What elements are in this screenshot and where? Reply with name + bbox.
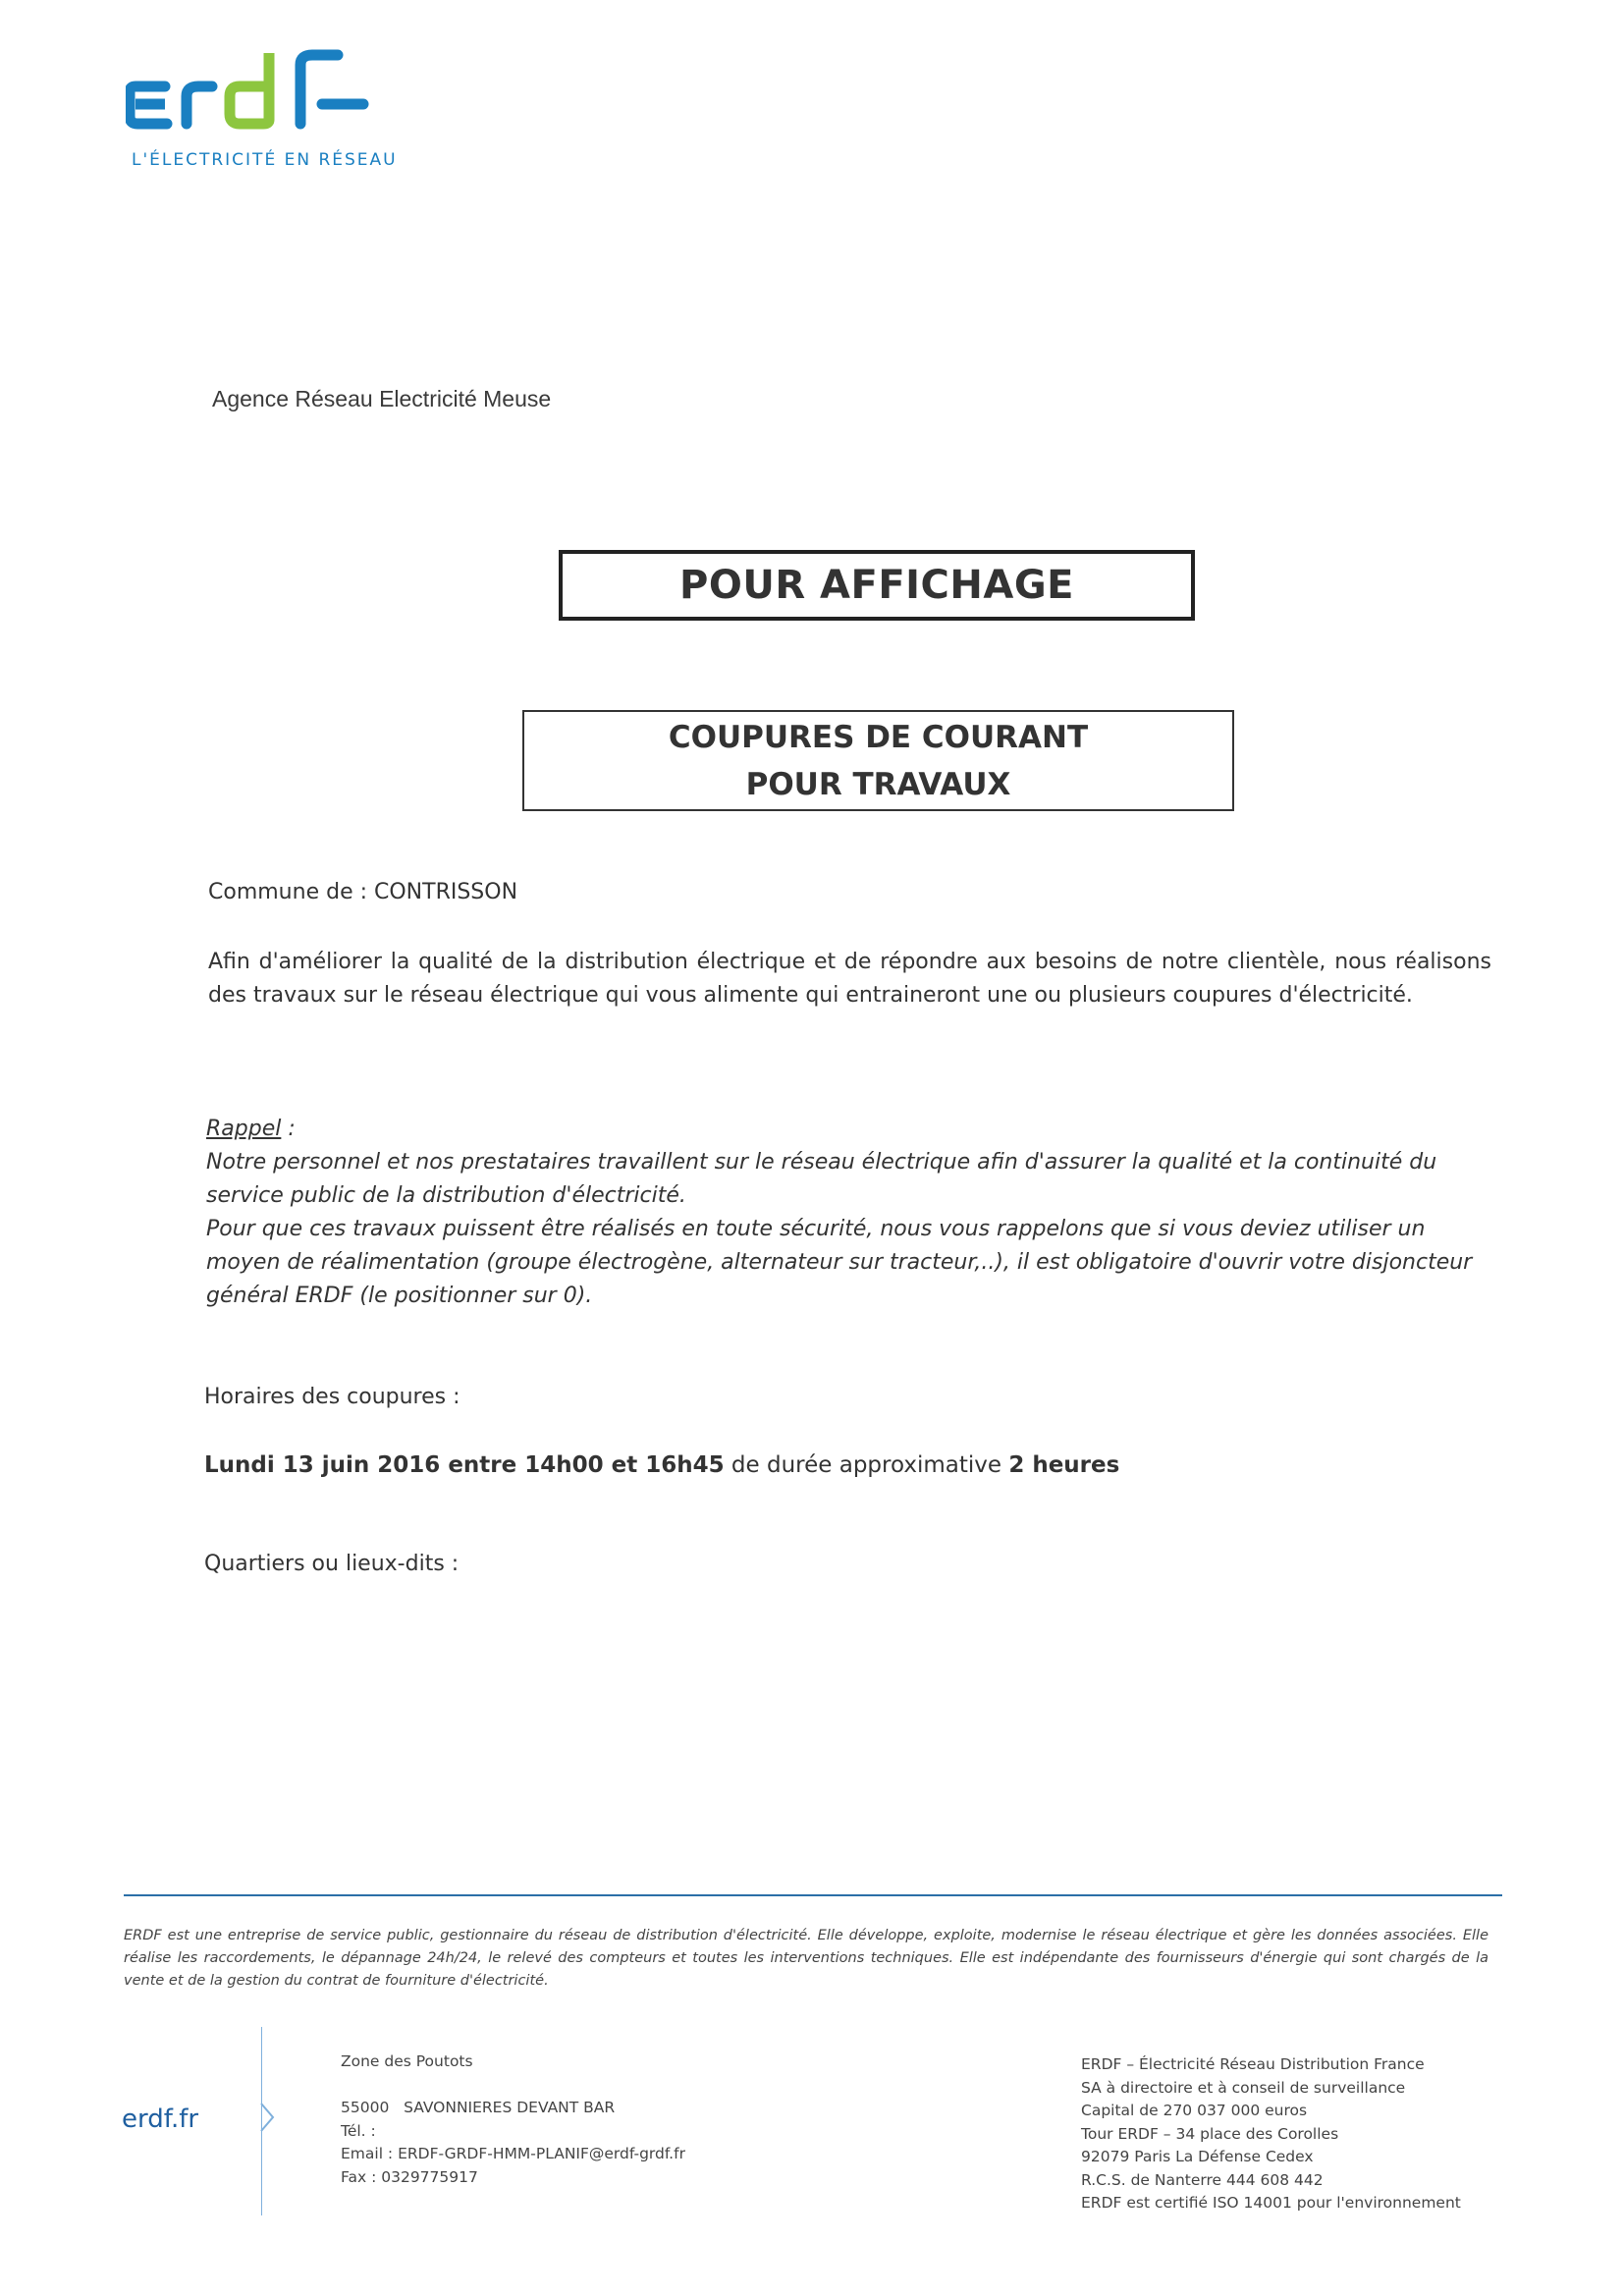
address-email: Email : ERDF-GRDF-HMM-PLANIF@erdf-grdf.fr bbox=[341, 2145, 685, 2162]
chevron-right-icon bbox=[253, 2098, 283, 2137]
rappel-paragraph-1: Notre personnel et nos prestataires travaillent sur le réseau électrique afin d'assurer la qualité et la continuité du service public de la distribution d'électricité. bbox=[206, 1150, 1437, 1208]
company-line: ERDF est certifié ISO 14001 pour l'environnement bbox=[1081, 2194, 1461, 2212]
logo-tagline: L'ÉLECTRICITÉ EN RÉSEAU bbox=[132, 150, 398, 170]
address-fax: Fax : 0329775917 bbox=[341, 2167, 478, 2186]
commune-line: Commune de : CONTRISSON bbox=[208, 880, 518, 904]
agency-name: Agence Réseau Electricité Meuse bbox=[212, 386, 552, 411]
footer-company-info bbox=[1081, 2053, 1461, 2215]
rappel-heading bbox=[206, 1113, 1502, 1146]
footer-address bbox=[341, 2050, 685, 2189]
subject-line-1: COUPURES DE COURANT bbox=[668, 719, 1089, 755]
horaire-mid-text: de durée approximative bbox=[724, 1452, 1009, 1478]
quartiers-label: Quartiers ou lieux-dits : bbox=[204, 1552, 460, 1576]
rappel-section bbox=[206, 1113, 1502, 1313]
rappel-title-suffix: : bbox=[281, 1117, 296, 1141]
website-link[interactable]: erdf.fr bbox=[122, 2105, 199, 2134]
intro-paragraph: Afin d'améliorer la qualité de la distribution électrique et de répondre aux besoins de notre clientèle, nous réalisons des travaux sur le réseau électrique qui vous alimente qui entraineront une ou plusieurs coupures d'électricité. bbox=[208, 950, 1491, 1008]
company-line: ERDF – Électricité Réseau Distribution France bbox=[1081, 2055, 1425, 2073]
company-line: Capital de 270 037 000 euros bbox=[1081, 2102, 1308, 2119]
address-line-1: Zone des Poutots bbox=[341, 2052, 473, 2070]
horaire-line bbox=[204, 1452, 1119, 1478]
address-line-2: 55000 SAVONNIERES DEVANT BAR bbox=[341, 2099, 616, 2116]
company-line: 92079 Paris La Défense Cedex bbox=[1081, 2148, 1314, 2165]
rappel-title: Rappel bbox=[206, 1117, 282, 1141]
notice-label: POUR AFFICHAGE bbox=[679, 563, 1074, 608]
rappel-paragraph-2: Pour que ces travaux puissent être réalisés en toute sécurité, nous vous rappelons que si vous deviez utiliser un moyen de réalimentation (groupe électrogène, alternateur sur tracteur,..), il est obligatoire d'ouvrir votre disjoncteur général ERDF (le positionner sur 0). bbox=[206, 1217, 1473, 1308]
address-spacer bbox=[341, 2074, 685, 2098]
footer-description: ERDF est une entreprise de service public, gestionnaire du réseau de distribution d'électricité. Elle développe, exploite, modernise le réseau électrique et gère les données associées. Elle réalise les raccordements, le dépannage 24h/24, le relevé des compteurs et toutes les interventions techniques. Elle est indépendante des fournisseurs d'énergie qui sont chargés de la vente et de la gestion du contrat de fourniture d'électricité. bbox=[124, 1928, 1488, 1989]
company-line: R.C.S. de Nanterre 444 608 442 bbox=[1081, 2170, 1324, 2189]
horaires-label: Horaires des coupures : bbox=[204, 1385, 460, 1409]
subject-box bbox=[522, 710, 1234, 811]
horaire-date-time: Lundi 13 juin 2016 entre 14h00 et 16h45 bbox=[204, 1452, 725, 1478]
company-line: Tour ERDF – 34 place des Corolles bbox=[1081, 2124, 1339, 2143]
horaire-duration: 2 heures bbox=[1008, 1452, 1120, 1478]
footer-divider bbox=[124, 1894, 1502, 1896]
subject-line-2: POUR TRAVAUX bbox=[745, 766, 1011, 802]
company-line: SA à directoire et à conseil de surveillance bbox=[1081, 2078, 1406, 2097]
address-tel: Tél. : bbox=[341, 2121, 376, 2140]
notice-label-box bbox=[559, 550, 1195, 621]
